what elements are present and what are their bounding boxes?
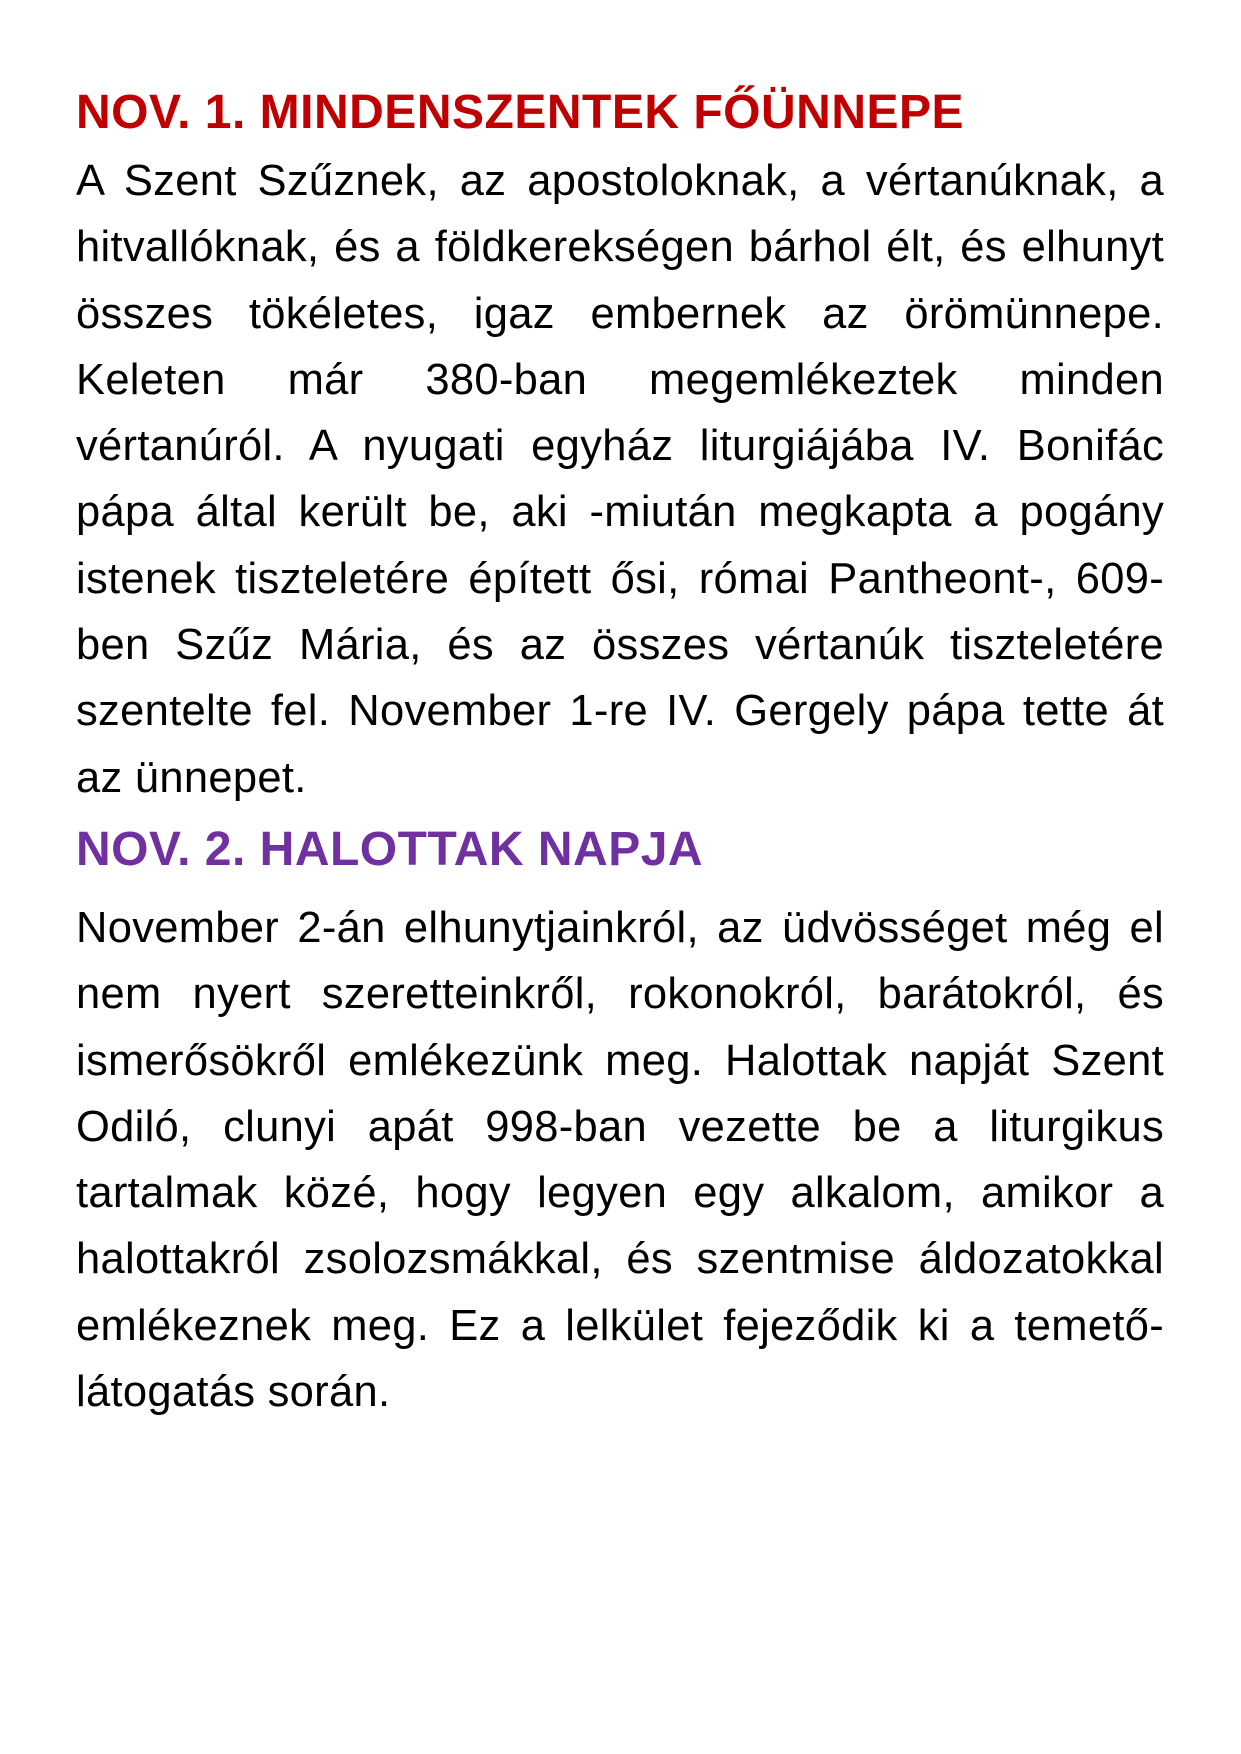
section-heading-all-souls: NOV. 2. HALOTTAK NAPJA (76, 822, 704, 876)
section-text-all-saints: A Szent Szűznek, az apostoloknak, a vértanúknak, a hitvallóknak, és a földkerekségen bárhol élt, és elhunyt összes tökéletes, igaz embernek az örömünnepe. Keleten már 380-ban megemlékeztek minden vértanúról. A nyugati egyház liturgiájába IV. Bonifác pápa által került be, aki -miután megkapta a pogány istenek tiszteletére épített ősi, római Pantheont-, 609-ben Szűz Mária, és az összes vértanúk tiszteletére szentelte fel. November 1-re IV. Gergely pápa tette át az ünnepet. (76, 157, 1164, 802)
document-page (76, 80, 1164, 1425)
section-heading-all-saints: NOV. 1. MINDENSZENTEK FŐÜNNEPE (76, 86, 965, 139)
section-text-all-souls: November 2-án elhunytjainkról, az üdvösséget még el nem nyert szeretteinkről, rokonokról, barátokról, és ismerősökről emlékezünk meg. Halottak napját Szent Odiló, clunyi apát 998-ban vezette be a liturgikus tartalmak közé, hogy legyen egy alkalom, amikor a halottakról zsolozsmákkal, és szentmise áldozatokkal emlékeznek meg. Ez a lelkület fejeződik ki a temető-látogatás során. (76, 903, 1164, 1417)
